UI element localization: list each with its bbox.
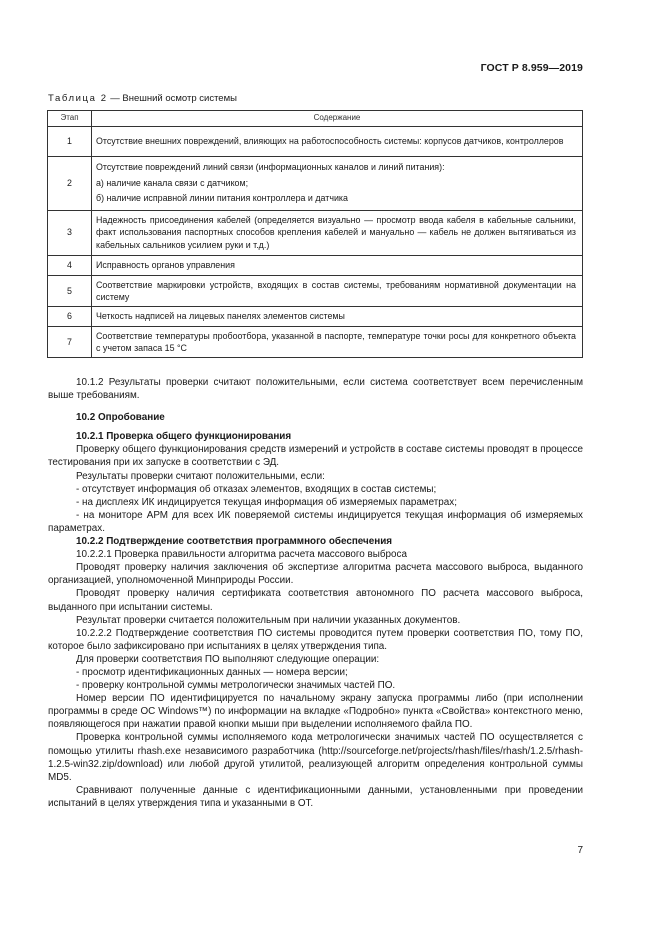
paragraph: Результаты проверки считают положительными, если: bbox=[76, 470, 325, 482]
table-header-row bbox=[48, 111, 583, 127]
content-line: Отсутствие повреждений линий связи (информационных каналов и линий питания): bbox=[96, 162, 445, 172]
paragraph: Проводят проверку наличия сертификата соответствия автономного ПО расчета массового выброса, выданного при испытании системы. bbox=[48, 588, 583, 613]
paragraph: Результат проверки считается положительным при наличии указанных документов. bbox=[76, 614, 461, 626]
table-row bbox=[48, 210, 583, 255]
stage-content bbox=[92, 127, 583, 157]
stage-content bbox=[92, 326, 583, 357]
stage-content bbox=[92, 210, 583, 255]
stage-number: 1 bbox=[48, 127, 92, 157]
inspection-table bbox=[47, 110, 583, 358]
list-item: - отсутствует информация об отказах элементов, входящих в состав системы; bbox=[76, 483, 437, 495]
page-number: 7 bbox=[577, 845, 583, 856]
stage-number: 3 bbox=[48, 210, 92, 255]
body-text bbox=[48, 376, 583, 810]
content-line: Соответствие маркировки устройств, входящих в состав системы, требованиям нормативной документации на систему bbox=[96, 279, 576, 302]
content-line: Четкость надписей на лицевых панелях элементов системы bbox=[96, 311, 345, 322]
table-caption-label: Таблица 2 bbox=[48, 93, 108, 104]
stage-number: 5 bbox=[48, 275, 92, 306]
stage-content bbox=[92, 255, 583, 275]
paragraph: Для проверки соответствия ПО выполняют следующие операции: bbox=[76, 653, 380, 665]
paragraph: Проводят проверку наличия заключения об экспертизе алгоритма расчета массового выброса, выданного организацией, уполномоченной Минприроды России. bbox=[48, 562, 583, 587]
content-line: Соответствие температуры пробоотбора, указанной в паспорте, температуре точки росы для конкретного объекта с учетом запаса 15 °C bbox=[96, 330, 576, 354]
list-item: - на дисплеях ИК индицируется текущая информация об измеряемых параметрах; bbox=[76, 496, 457, 508]
table-row bbox=[48, 255, 583, 275]
paragraph: 10.2.2.2 Подтверждение соответствия ПО системы проводится путем проверки соответствия ПО, тому ПО, которое было зафиксировано при испытаниях в целях утверждения типа. bbox=[48, 627, 583, 652]
table-row bbox=[48, 127, 583, 157]
content-line: б) наличие исправной линии питания контроллера и датчика bbox=[96, 193, 348, 203]
header-stage: Этап bbox=[48, 111, 92, 127]
content-line: Исправность органов управления bbox=[96, 259, 235, 270]
paragraph: 10.1.2 Результаты проверки считают положительными, если система соответствует всем перечисленным выше требованиям. bbox=[48, 377, 583, 402]
content-line: Надежность присоединения кабелей (определяется визуально — просмотр ввода кабеля в кабельные сальники, факт использования паспортных способов крепления кабелей и мануально — кабель не должен вытягиваться из кабельных сальников усилием руки и т.д.) bbox=[96, 215, 576, 250]
paragraph: Проверка контрольной суммы исполняемого кода метрологически значимых частей ПО осуществляется с помощью утилиты rhash.exe независимого разработчика (http://sourceforge.net/projects/rhash/files/rhash/1.2.5/rhash-1.2.5-win32.zip/download) или любой другой утилитой, реализующей алгоритм определения контрольной суммы MD5. bbox=[48, 732, 583, 783]
paragraph: Номер версии ПО идентифицируется по начальному экрану запуска программы либо (при исполнении программы в среде ОС Windows™) по информации на вкладке «Подробно» пункта «Свойства» контекстного меню, появляющегося при нажатии правой кнопки мыши при выделении исполняемого файла ПО. bbox=[48, 693, 583, 731]
stage-content bbox=[92, 306, 583, 326]
table-caption bbox=[48, 93, 237, 104]
list-item: - проверку контрольной суммы метрологически значимых частей ПО. bbox=[76, 680, 396, 692]
document-code: ГОСТ Р 8.959—2019 bbox=[480, 62, 583, 74]
table-row bbox=[48, 326, 583, 357]
section-heading: 10.2 Опробование bbox=[76, 412, 165, 424]
list-item: - просмотр идентификационных данных — номера версии; bbox=[76, 666, 348, 678]
paragraph: Сравнивают полученные данные с идентификационными данными, установленными при проведении испытаний в целях утверждения типа и указанными в ОТ. bbox=[48, 784, 583, 809]
subsection-heading: 10.2.2 Подтверждение соответствия программного обеспечения bbox=[76, 536, 393, 548]
content-line: Отсутствие внешних повреждений, влияющих на работоспособность системы: корпусов датчиков, контроллеров bbox=[96, 136, 564, 147]
stage-number: 2 bbox=[48, 157, 92, 211]
list-item: - на мониторе АРМ для всех ИК поверяемой системы индицируется текущая информация об измеряемых параметрах. bbox=[48, 509, 583, 534]
stage-content bbox=[92, 157, 583, 211]
stage-number: 7 bbox=[48, 326, 92, 357]
paragraph: Проверку общего функционирования средств измерений и устройств в составе системы проводят в процессе тестирования при их запуске в соответствии с ЭД. bbox=[48, 444, 583, 469]
subsection-heading: 10.2.1 Проверка общего функционирования bbox=[76, 431, 292, 443]
stage-number: 6 bbox=[48, 306, 92, 326]
table-row bbox=[48, 306, 583, 326]
paragraph: 10.2.2.1 Проверка правильности алгоритма расчета массового выброса bbox=[76, 549, 407, 561]
header-content: Содержание bbox=[92, 111, 583, 127]
stage-number: 4 bbox=[48, 255, 92, 275]
table-caption-title: — Внешний осмотр системы bbox=[107, 93, 237, 104]
table-row bbox=[48, 275, 583, 306]
content-line: а) наличие канала связи с датчиком; bbox=[96, 177, 249, 188]
table-row bbox=[48, 157, 583, 211]
stage-content bbox=[92, 275, 583, 306]
